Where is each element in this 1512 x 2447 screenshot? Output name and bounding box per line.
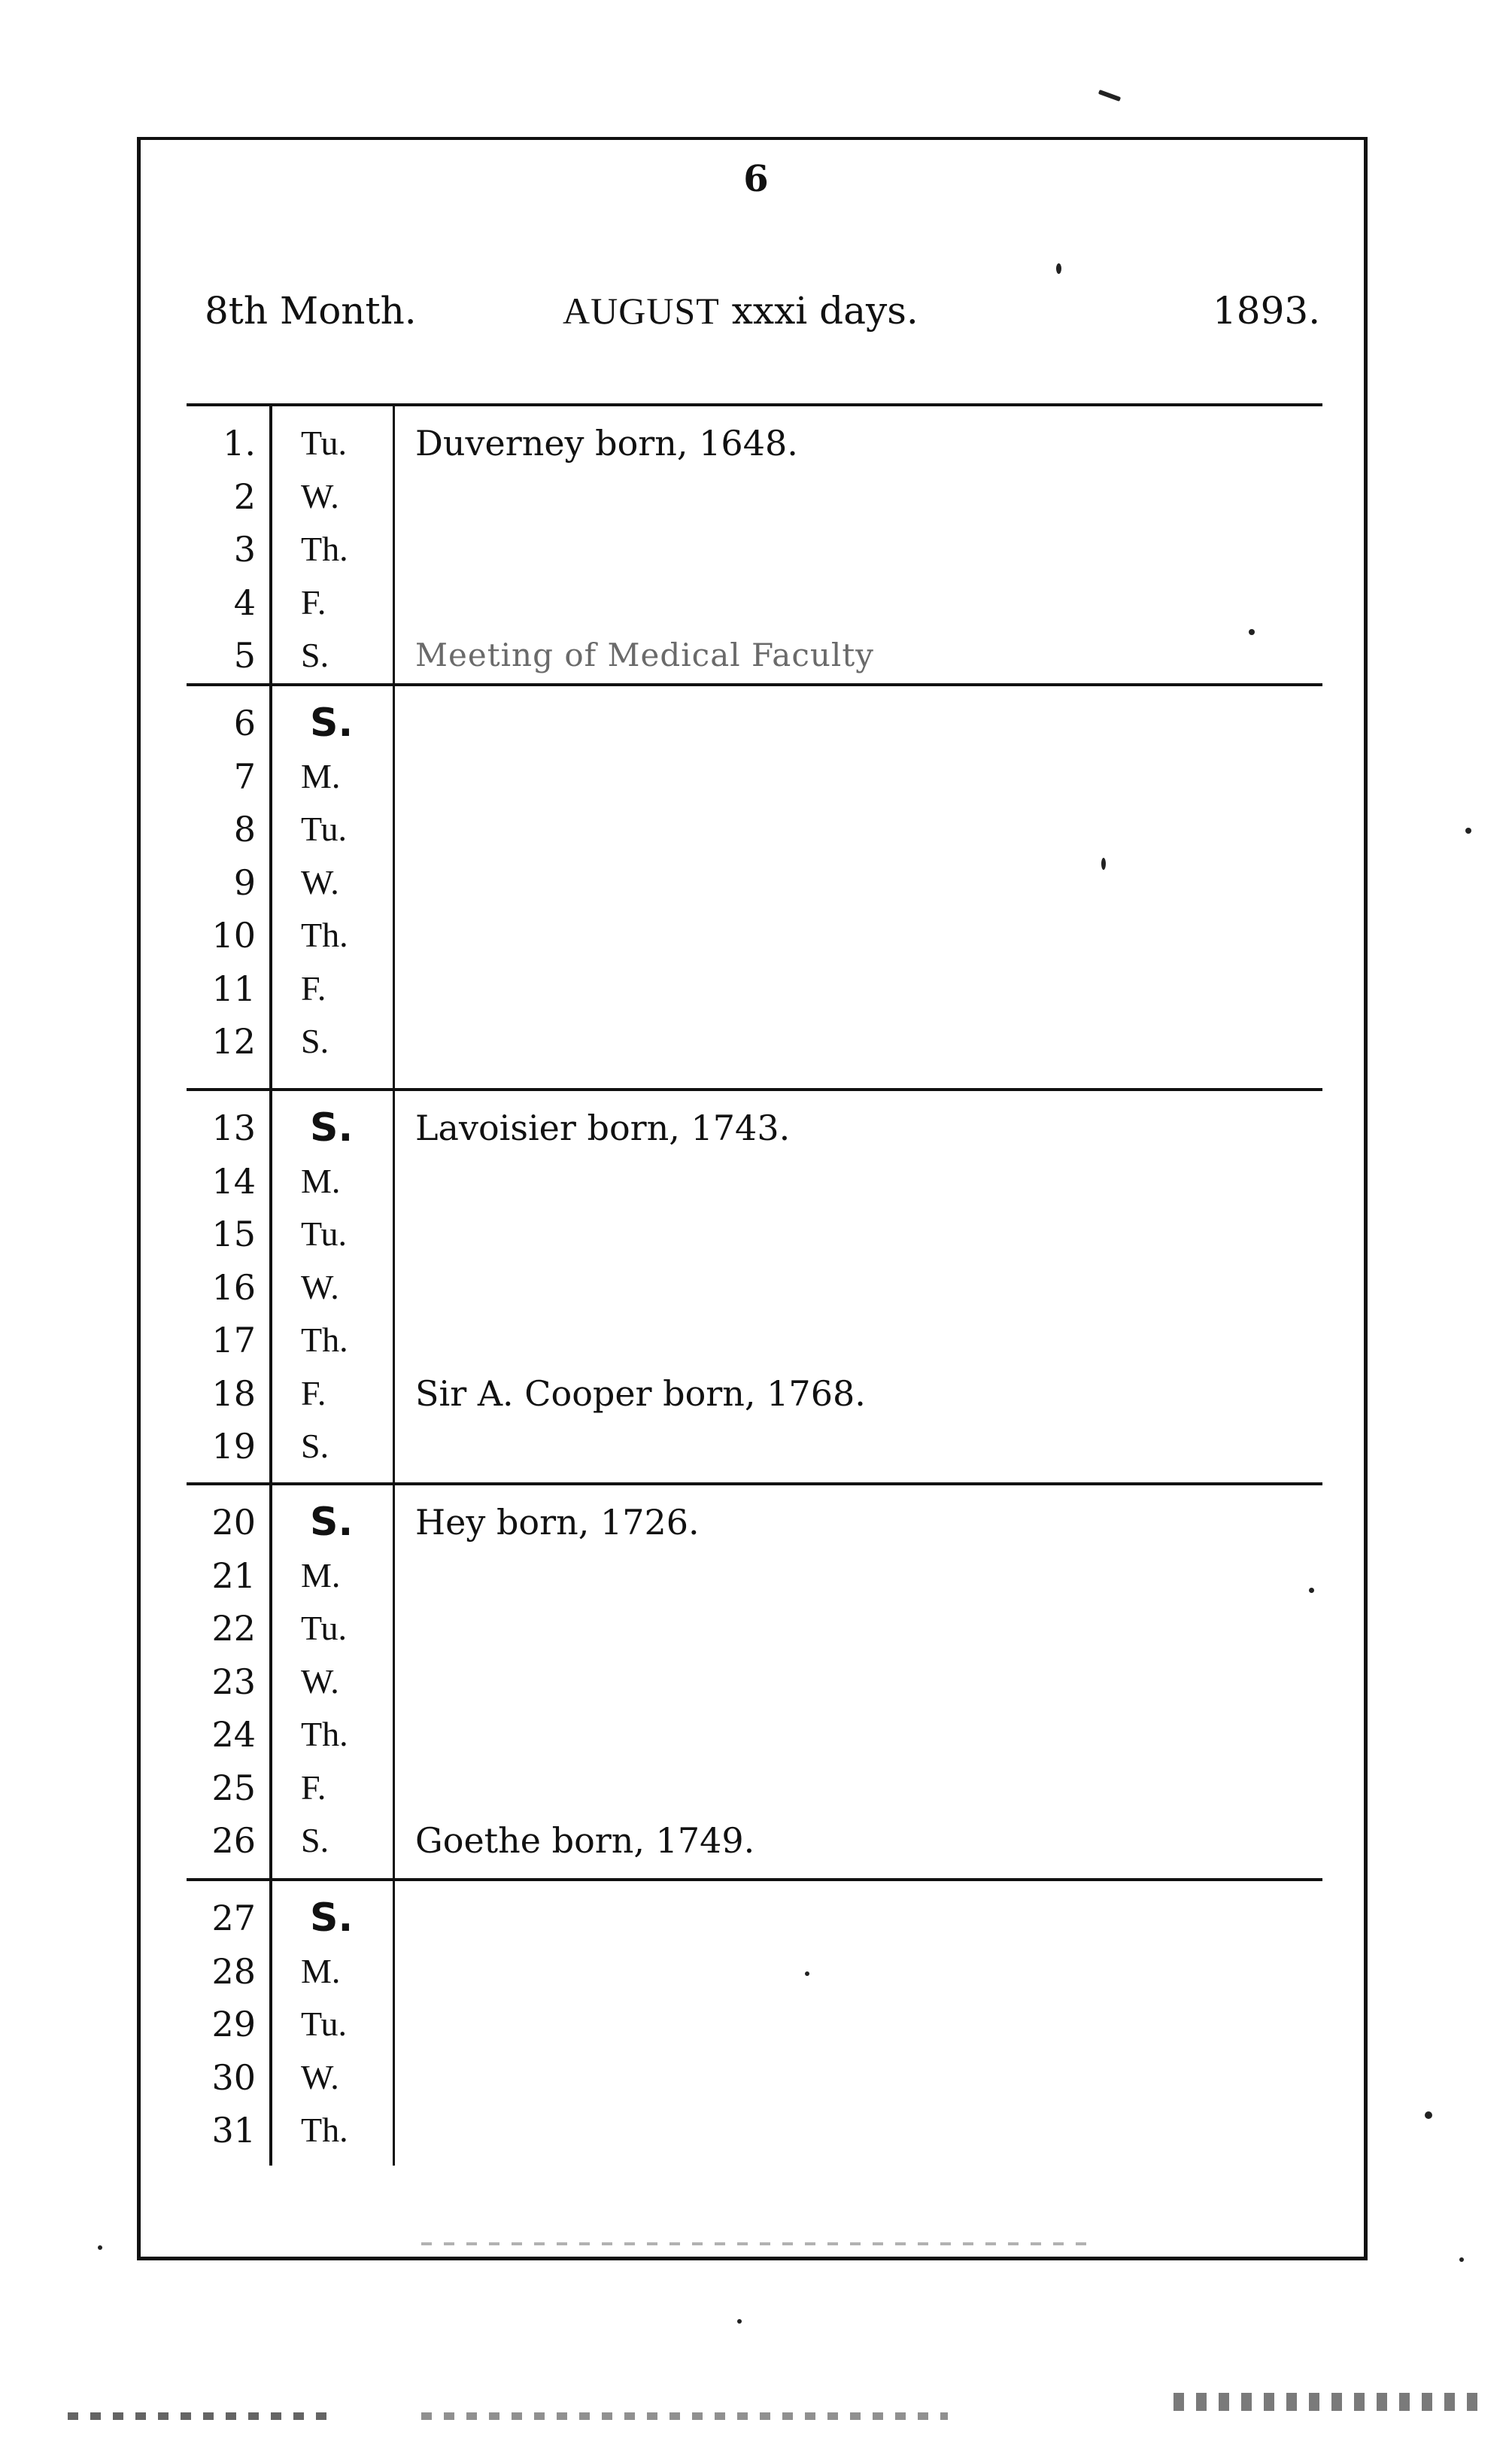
calendar-row — [0, 2104, 1512, 2157]
date-number: 3 — [233, 529, 256, 570]
weekday-abbrev: F. — [301, 1373, 326, 1412]
calendar-row — [0, 1549, 1512, 1602]
calendar-row — [0, 2051, 1512, 2104]
date-number: 4 — [233, 582, 256, 623]
header-month-days: xxxi days. — [731, 289, 918, 333]
calendar-row — [0, 1367, 1512, 1420]
calendar-row — [0, 417, 1512, 470]
week-divider — [187, 1482, 1322, 1485]
calendar-row — [0, 1655, 1512, 1708]
date-number: 20 — [211, 1502, 256, 1543]
header-rule — [187, 403, 1322, 406]
weekday-abbrev: Th. — [301, 916, 348, 954]
calendar-row — [0, 1602, 1512, 1655]
calendar-row — [0, 1420, 1512, 1473]
sunday-abbrev: S. — [310, 701, 354, 746]
date-number: 5 — [233, 635, 256, 676]
date-number: 10 — [211, 915, 256, 956]
calendar-row — [0, 750, 1512, 803]
scan-speck — [737, 2319, 742, 2324]
scan-speck — [1101, 858, 1106, 870]
weekday-abbrev: F. — [301, 968, 326, 1008]
header-year: 1893. — [1213, 289, 1321, 333]
date-number: 31 — [211, 2110, 256, 2151]
date-number: 16 — [211, 1266, 256, 1308]
page-number: 6 — [743, 158, 769, 200]
date-number: 30 — [211, 2056, 256, 2098]
weekday-abbrev: Tu. — [301, 1214, 347, 1253]
weekday-abbrev: Th. — [301, 1715, 348, 1753]
scan-speck — [1098, 90, 1121, 102]
weekday-abbrev: Th. — [301, 1321, 348, 1359]
date-number: 6 — [233, 703, 256, 743]
date-number: 7 — [233, 755, 256, 797]
sunday-abbrev: S. — [310, 1895, 354, 1941]
weekday-abbrev: Tu. — [301, 424, 347, 462]
weekday-abbrev: W. — [301, 862, 339, 901]
date-number: 14 — [211, 1160, 256, 1202]
scan-speck — [805, 1971, 809, 1976]
date-number: 26 — [211, 1820, 256, 1861]
calendar-row — [0, 1814, 1512, 1867]
calendar-row — [0, 803, 1512, 856]
calendar-row — [0, 1708, 1512, 1761]
weekday-abbrev: W. — [301, 2057, 339, 2096]
header-month-title — [563, 289, 918, 333]
event-note: Goethe born, 1749. — [415, 1820, 755, 1861]
calendar-row — [0, 1998, 1512, 2050]
date-number: 23 — [211, 1661, 256, 1702]
calendar-row — [0, 576, 1512, 629]
date-number: 29 — [211, 2004, 256, 2044]
week-divider — [187, 683, 1322, 686]
scan-edge-mark — [1173, 2393, 1489, 2411]
scan-speck — [1056, 263, 1061, 274]
event-note: Lavoisier born, 1743. — [415, 1108, 791, 1148]
date-number: 21 — [211, 1555, 256, 1596]
calendar-row — [0, 629, 1512, 682]
date-number: 22 — [211, 1608, 256, 1649]
weekday-abbrev: W. — [301, 1267, 339, 1306]
week-divider — [187, 1878, 1322, 1881]
weekday-abbrev: S. — [301, 1427, 329, 1465]
date-number: 24 — [211, 1714, 256, 1755]
weekday-abbrev: M. — [301, 1161, 341, 1200]
calendar-row — [0, 1945, 1512, 1998]
weekday-abbrev: Th. — [301, 2111, 348, 2149]
calendar-row — [0, 523, 1512, 576]
weekday-abbrev: M. — [301, 1951, 341, 1990]
event-note: Duverney born, 1648. — [415, 423, 798, 464]
scan-edge-mark — [421, 2412, 948, 2420]
weekday-abbrev: F. — [301, 582, 326, 622]
scan-edge-mark — [68, 2412, 339, 2420]
sunday-abbrev: S. — [310, 1500, 354, 1545]
calendar-row — [0, 1314, 1512, 1366]
calendar-row — [0, 856, 1512, 909]
calendar-row — [0, 1762, 1512, 1814]
header-month-number: 8th Month. — [205, 289, 417, 333]
header-month-name: AUGUST — [563, 290, 720, 332]
date-number: 12 — [211, 1021, 256, 1062]
calendar-row — [0, 697, 1512, 749]
event-note: Sir A. Cooper born, 1768. — [415, 1372, 866, 1414]
calendar-row — [0, 470, 1512, 523]
weekday-abbrev: W. — [301, 476, 339, 515]
date-number: 28 — [211, 1950, 256, 1992]
scan-speck — [1459, 2257, 1464, 2262]
scan-edge-mark — [421, 2242, 1098, 2245]
weekday-abbrev: F. — [301, 1768, 326, 1807]
calendar-row — [0, 1496, 1512, 1549]
calendar-row — [0, 1102, 1512, 1154]
calendar-row — [0, 962, 1512, 1015]
date-number: 11 — [211, 968, 256, 1009]
scan-speck — [1465, 828, 1471, 834]
calendar-row — [0, 1261, 1512, 1314]
weekday-abbrev: M. — [301, 1555, 341, 1594]
scan-speck — [1249, 629, 1255, 635]
date-number: 9 — [233, 862, 256, 903]
weekday-abbrev: Tu. — [301, 2005, 347, 2043]
weekday-abbrev: Tu. — [301, 810, 347, 848]
weekday-abbrev: W. — [301, 1661, 339, 1701]
calendar-row — [0, 1015, 1512, 1068]
weekday-abbrev: Th. — [301, 530, 348, 568]
date-number: 1. — [223, 423, 256, 464]
date-number: 25 — [211, 1767, 256, 1808]
week-divider — [187, 1088, 1322, 1091]
weekday-abbrev: S. — [301, 1022, 329, 1060]
calendar-row — [0, 1892, 1512, 1944]
scan-speck — [98, 2245, 102, 2250]
date-number: 18 — [211, 1372, 256, 1414]
calendar-row — [0, 1208, 1512, 1260]
event-note: Meeting of Medical Faculty — [415, 637, 874, 673]
calendar-row — [0, 1155, 1512, 1208]
scan-speck — [1425, 2111, 1432, 2119]
scan-speck — [1309, 1588, 1314, 1593]
date-number: 15 — [211, 1214, 256, 1254]
weekday-abbrev: Tu. — [301, 1609, 347, 1647]
calendar-row — [0, 909, 1512, 962]
weekday-abbrev: S. — [301, 1821, 329, 1859]
sunday-abbrev: S. — [310, 1105, 354, 1151]
date-number: 27 — [211, 1898, 256, 1938]
date-number: 13 — [211, 1108, 256, 1148]
date-number: 2 — [233, 476, 256, 517]
event-note: Hey born, 1726. — [415, 1502, 700, 1543]
weekday-abbrev: S. — [301, 636, 329, 674]
date-number: 19 — [211, 1426, 256, 1467]
date-number: 17 — [211, 1320, 256, 1360]
date-number: 8 — [233, 809, 256, 850]
weekday-abbrev: M. — [301, 756, 341, 795]
